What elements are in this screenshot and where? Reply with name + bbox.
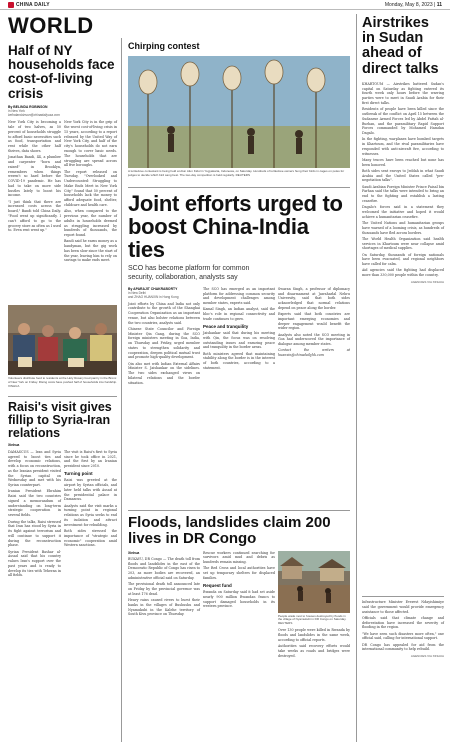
china-india-contact: Contact the writers at huanxin@chinadailyhk.com bbox=[278, 348, 350, 358]
sudan-paragraph: Many truces have been reached but none has been honored. bbox=[362, 157, 444, 167]
raisi-story-paragraph: Syrian President Bashar al-Assad said that his country values Iran's support over the past years and is ready to develop its ties with Teheran in all fields. bbox=[8, 549, 61, 578]
congo-floods-continued bbox=[362, 600, 444, 658]
turtledove-cages-illustration bbox=[128, 56, 350, 168]
sudan-paragraph: Dagalo's forces said in a statement they welcomed the initiative and hoped it would achieve a humanitarian ceasefire. bbox=[362, 205, 444, 219]
china-india-paragraph: Experts said that both countries are important emerging economies and deeper engagement would benefit the wider region. bbox=[278, 312, 350, 331]
sudan-paragraph: The World Health Organization said health services in Khartoum were near collapse amid shortages of medical supplies. bbox=[362, 236, 444, 251]
ny-story-paragraph: The report released on Tuesday, "Overlooked and Undercounted: Struggling to Make Ends Meet in New York City," found that 50 percent of households lack the money to afford adequate food, shelter, childcare and health care. bbox=[64, 169, 117, 207]
sudan-agency-credit: AGENCIES VIA XINHUA bbox=[410, 279, 444, 284]
sudan-headline: Airstrikes in Sudan ahead of direct talks bbox=[362, 15, 439, 77]
story-divider bbox=[128, 510, 350, 511]
congo-floods-caption: People wade next to houses destroyed by floods in the village of Nyamukubi in DR Congo on Saturday. REUTERS bbox=[278, 613, 347, 626]
raisi-story-paragraph: Both sides stressed the importance of "strategic and economic" cooperation amid Western sanctions. bbox=[64, 529, 117, 548]
china-india-dek: SCO has become platform for common security, collaboration, analysts say bbox=[128, 265, 250, 282]
ny-story-body bbox=[8, 120, 117, 264]
raisi-story-body bbox=[8, 450, 117, 580]
issue-date-and-page: Monday, May 8, 2023 | 11 bbox=[384, 1, 442, 8]
china-india-paragraph: Jaishankar said that during his meeting with Qin, the focus was on resolving outstanding issues and ensuring peace and tranquility in the border areas. bbox=[203, 331, 275, 350]
ny-story-paragraph: New York City is becoming a tale of two halves, as 50 percent of households struggle to afford basic necessities such as food, transportation and rent while the other half thrives, data shows. bbox=[8, 120, 61, 154]
china-india-paragraph: Analysts also noted the SCO meeting in Goa had underscored the importance of dialogue among member states. bbox=[278, 332, 350, 347]
congo-floods-paragraph: The Red Cross and local authorities have set up temporary shelters for displaced families. bbox=[203, 566, 275, 580]
raisi-story-paragraph: DAMASCUS — Iran and Syria agreed to boost ties and develop economic relations, with a focus on reconstruction, as the Iranian president visited the Syrian capital on Wednesday and met with his Syrian counterpart. bbox=[8, 449, 61, 488]
issue-date: Monday, May 8, 2023 bbox=[384, 1, 433, 8]
food-pantry-caption: Volunteers distribute food to residents at the Holy Rosary food pantry in the Bronx of New York on Friday. Rising costs have pushed half of households into hardship. XINHUA bbox=[8, 376, 118, 388]
column-divider bbox=[121, 38, 122, 742]
ny-story-paragraph: Jonathan Bandi, 44, a plumber and carpenter "born and raised" in Brooklyn, remembers when things weren't so hard before the COVID-19 pandemic. He has had to take on more side hustles lately to boost his income. bbox=[8, 155, 61, 198]
sudan-paragraph: Residents of people have been killed since the outbreak of the conflict on April 15 between the Sudanese Armed Forces led by Abdel Fattah al-Burhan, and the paramilitary Rapid Support Forces commanded by Mohamed Hamdan Dagalo. bbox=[362, 107, 444, 136]
ny-story-paragraph: Bandi said he earns money as a handyman, but the gig work has been slow since the start of the year, leaving him to rely on savings to make ends meet. bbox=[64, 239, 117, 263]
china-india-headline: Joint efforts urged to boost China-India ties bbox=[128, 191, 343, 263]
china-india-paragraph: Kamal Singh, an Indian analyst, said the bloc's role in regional connectivity and trade continues to grow. bbox=[203, 307, 275, 321]
sudan-paragraph: In the fighting, warplanes have bombed targets in Khartoum, and the rival paramilitaries have responded with anti-aircraft fire, according to witnesses. bbox=[362, 137, 444, 156]
china-india-byline-2: and ZHAO HUANXIN in Hong Kong bbox=[128, 295, 179, 300]
china-india-body bbox=[128, 287, 350, 387]
congo-floods-byline: Xinhua bbox=[128, 550, 140, 555]
congo-floods-continued-paragraph: "We have seen such disasters more often," one official said, calling for international support. bbox=[362, 631, 444, 641]
turtledove-photo bbox=[128, 56, 350, 168]
chirping-contest-title: Chirping contest bbox=[128, 41, 200, 51]
sudan-airstrikes-story bbox=[362, 16, 444, 284]
raisi-story-paragraph: During the talks, Raisi stressed that Iran has stood by Syria in its fight against terrorism and will continue to support it during the reconstruction phase. bbox=[8, 519, 61, 548]
raisi-story-paragraph: Analysts said the visit marks a turning point in regional relations as Syria seeks to end its isolation and attract investment for rebuilding. bbox=[64, 503, 117, 527]
congo-floods-paragraph: BUKAVU, DR Congo — The death toll from floods and landslides in the east of the Democratic Republic of Congo has risen to 203, as more bodies are recovered, an administrative official said on Saturday. bbox=[128, 556, 200, 580]
raisi-syria-story bbox=[8, 401, 117, 580]
china-india-paragraph: Joint efforts by China and India not only contribute to the growth of the Shanghai Cooperation Organization as an important venue, but also bolster relations between the two countries, analysts said. bbox=[128, 301, 200, 325]
ny-story-email[interactable]: belindarobinson@chinadailyusa.com bbox=[8, 113, 60, 118]
china-india-location: in New Delhi bbox=[128, 291, 146, 296]
china-india-paragraph: Qin also met with Indian External Affairs Minister S. Jaishankar on the sidelines. The two sides exchanged views on bilateral relations and the border situation. bbox=[128, 361, 200, 385]
congo-floods-continued-paragraph: DR Congo has appealed for aid from the international community to help rebuild. bbox=[362, 642, 444, 652]
congo-floods-photo bbox=[278, 551, 350, 613]
flood-village-illustration bbox=[278, 551, 350, 613]
raisi-story-byline: Xinhua bbox=[8, 443, 20, 448]
story-divider bbox=[8, 396, 117, 397]
section-title: WORLD bbox=[8, 13, 94, 38]
congo-floods-paragraph: Rwanda on Saturday said it had set aside nearly 900 million Rwandan francs to support damaged households in its western province. bbox=[203, 590, 275, 609]
sudan-paragraph: Aid agencies said the fighting had displaced more than 330,000 people within the country. bbox=[362, 268, 444, 278]
sudan-body bbox=[362, 82, 444, 278]
congo-floods-headline: Floods, landslides claim 200 lives in DR Congo bbox=[128, 514, 331, 547]
congo-floods-agency-credit: AGENCIES VIA XINHUA bbox=[410, 654, 444, 659]
congo-floods-subhead: Request fund bbox=[203, 582, 232, 588]
raisi-story-subhead: Turning point bbox=[64, 470, 93, 476]
china-india-paragraph: Both ministers agreed that maintaining stability along the border is in the interest of both countries, according to a statement. bbox=[203, 351, 275, 371]
china-india-byline: By APARAJIT CHAKRABORTY bbox=[128, 286, 178, 291]
raisi-story-headline: Raisi's visit gives fillip to Syria-Iran relations bbox=[8, 400, 112, 441]
congo-floods-continued-paragraph: Officials said that climate change and deforestation have increased the severity of flooding in the region. bbox=[362, 615, 444, 630]
china-india-paragraph: Chinese State Councilor and Foreign Minister Qin Gang, during the SCO foreign ministers meeting in Goa, India, on Thursday and Friday, urged member states to strengthen solidarity and cooperation, deepen political mutual trust and promote high-quality development. bbox=[128, 326, 200, 360]
china-india-story bbox=[128, 192, 350, 387]
turtledove-caption: A turtledove contestant is being held at Alun Alun Kidul in Yogyakarta, Indonesia, on Saturday. Hundreds of turtledove owners hung their birds in cages on poles for judges to decide which bird sang best. The two-day competition is held regularly. REUTERS bbox=[128, 169, 345, 177]
publication-name: CHINA DAILY bbox=[16, 1, 50, 8]
congo-floods-paragraph: Over 130 people were killed in Rwanda by floods and landslides in the same week, according to official reports. bbox=[278, 628, 350, 642]
food-pantry-illustration bbox=[8, 305, 117, 375]
sudan-paragraph: Both sides sent envoys to Jeddah in what Saudi Arabia and the United States called "pre-negotiation talks". bbox=[362, 168, 444, 183]
page-number: 11 bbox=[436, 1, 442, 8]
story-divider bbox=[128, 187, 350, 188]
raisi-story-paragraph: The visit is Raisi's first to Syria since he took office in 2021, and the first by an Iranian president since 2010. bbox=[64, 449, 117, 469]
column-divider bbox=[356, 14, 357, 742]
china-india-subhead: Peace and tranquility bbox=[203, 323, 249, 329]
congo-floods-paragraph: Heavy rains caused rivers to burst their banks in the villages of Bushushu and Nyamukubi in the Kalehe territory of South Kivu province on Thursday. bbox=[128, 598, 200, 617]
food-pantry-photo bbox=[8, 305, 117, 375]
raisi-story-paragraph: Iranian President Ebrahim Raisi said the two countries signed a memorandum of understanding on long-term strategic cooperation in several fields. bbox=[8, 489, 61, 518]
ny-cost-story bbox=[8, 44, 117, 265]
ny-story-paragraph: "I just think that there are increased costs across the board," Bandi told China Daily. "Food went up significantly. I can't afford to go to the grocery store as often as I used to. Even rent went up." bbox=[8, 199, 61, 233]
sudan-paragraph: On Saturday, thousands of foreign nationals have been evacuated, and regional neighbors have called for calm. bbox=[362, 252, 444, 267]
congo-floods-paragraph: Authorities said recovery efforts would take weeks as roads and bridges were destroyed. bbox=[278, 643, 350, 658]
publication-logo bbox=[8, 2, 50, 8]
ny-story-paragraph: New York City is in the grip of the worst cost-of-living crisis in 15 years, according to a report released by the United Way of New York City, and half of the city's households do not earn enough to cover basic needs. The households that are struggling are spread across all five boroughs. bbox=[64, 120, 117, 168]
congo-floods-story bbox=[128, 515, 350, 660]
congo-floods-body bbox=[128, 551, 350, 660]
china-india-paragraph: Swaran Singh, a professor of diplomacy and disarmament at Jawaharlal Nehru University, said that both sides acknowledged that normal relations depend on peace along the border. bbox=[278, 286, 350, 310]
story-divider bbox=[362, 596, 444, 597]
publication-logo-icon bbox=[8, 2, 14, 8]
china-india-paragraph: The SCO has emerged as an important platform for addressing common security and development challenges among member states, experts said. bbox=[203, 286, 275, 306]
ny-story-headline: Half of NY households face cost-of-living crisis bbox=[8, 43, 115, 101]
raisi-story-paragraph: Raisi was greeted at the airport by Syrian officials, and later held talks with Assad at the presidential palace in Damascus. bbox=[64, 478, 117, 502]
congo-floods-paragraph: The provisional death toll announced late on Friday by the provincial governor was at least 176 dead. bbox=[128, 582, 200, 596]
congo-floods-paragraph: Rescue workers continued searching for survivors amid mud and debris as hundreds remain missing. bbox=[203, 550, 275, 565]
chirping-contest-section bbox=[128, 42, 350, 54]
ny-story-byline: By BELINDA ROBINSON bbox=[8, 104, 48, 109]
sudan-paragraph: Saudi Arabian Foreign Minister Prince Faisal bin Farhan said the talks were intended to bring an end to the fighting and establish a lasting ceasefire. bbox=[362, 184, 444, 203]
sudan-paragraph: KHARTOUM — Airstrikes battered Sudan's capital on Saturday as fighting entered its fourth week only hours before the warring parties were to meet in Saudi Arabia for their first direct talks. bbox=[362, 81, 444, 105]
ny-story-location: in New York bbox=[8, 109, 25, 114]
masthead-bar bbox=[0, 0, 450, 10]
congo-floods-continued-paragraph: Infrastructure Minister Everest Ndayishimiye said the government would provide emergency assistance to those affected. bbox=[362, 600, 444, 614]
sudan-paragraph: The United Nations and humanitarian groups have warned of a looming crisis, as hundreds of thousands have fled across borders. bbox=[362, 221, 444, 235]
ny-story-paragraph: Also, when compared to the previous year, the number of adults in households deemed as struggling increased by hundreds of thousands, the report found. bbox=[64, 209, 117, 238]
